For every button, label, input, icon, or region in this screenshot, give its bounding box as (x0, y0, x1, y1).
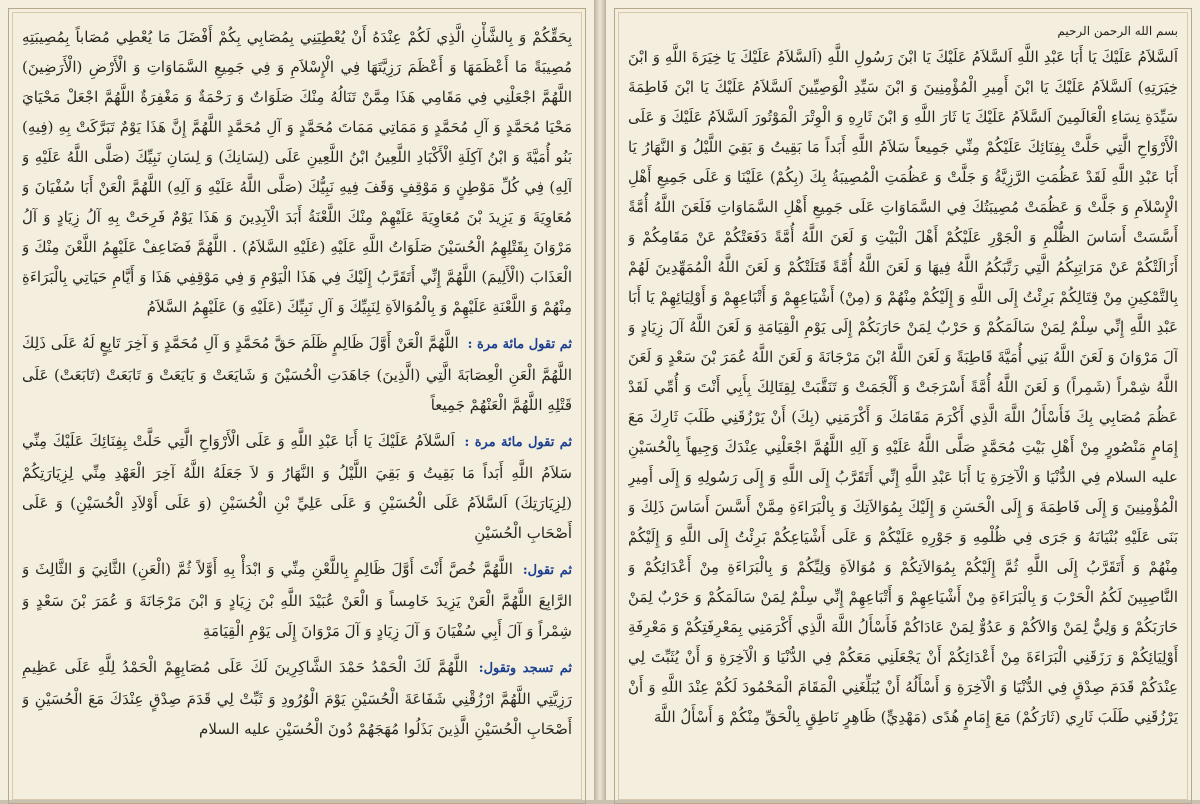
left-paragraph-2 (22, 426, 572, 548)
left-page-text (22, 22, 572, 800)
instruction-cue-4: ثم تسجد وتقول: (478, 661, 572, 676)
right-page (606, 0, 1200, 800)
right-body-paragraph: اَلسَّلاَمُ عَلَيْكَ يَا أَبَا عَبْدِ اللَّهِ اَلسَّلاَمُ عَلَيْكَ يَا ابْنَ رَسُولِ اللَّهِ (اَلسَّلاَمُ عَلَيْكَ يَا خِيَرَةَ اللَّهِ وَ ابْنَ خِيَرَتِهِ) اَلسَّلاَمُ عَلَيْكَ يَا ابْنَ أَمِيرِ الْمُؤْمِنِينَ وَ ابْنَ سَيِّدِ الْوَصِيِّينَ اَلسَّلاَمُ عَلَيْكَ يَا ابْنَ فَاطِمَةَ سَيِّدَةِ نِسَاءِ الْعَالَمِينَ اَلسَّلاَمُ عَلَيْكَ يَا ثَارَ اللَّهِ وَ ابْنَ ثَارِهِ وَ الْوِتْرَ الْمَوْتُورَ اَلسَّلاَمُ عَلَيْكَ وَ عَلَى الْأَرْوَاحِ الَّتِي حَلَّتْ بِفِنَائِكَ عَلَيْكُمْ مِنِّي جَمِيعاً سَلاَمُ اللَّهِ أَبَداً مَا بَقِيتُ وَ بَقِيَ اللَّيْلُ وَ النَّهَارُ يَا أَبَا عَبْدِ اللَّهِ لَقَدْ عَظُمَتِ الرَّزِيَّةُ وَ جَلَّتْ وَ عَظُمَتِ الْمُصِيبَةُ بِكَ (بِكُمْ) عَلَيْنَا وَ عَلَى جَمِيعِ أَهْلِ الْإِسْلاَمِ وَ جَلَّتْ وَ عَظُمَتْ مُصِيبَتُكَ فِي السَّمَاوَاتِ عَلَى جَمِيعِ أَهْلِ السَّمَاوَاتِ فَلَعَنَ اللَّهُ أُمَّةً أَسَّسَتْ أَسَاسَ الظُّلْمِ وَ الْجَوْرِ عَلَيْكُمْ أَهْلَ الْبَيْتِ وَ لَعَنَ اللَّهُ أُمَّةً دَفَعَتْكُمْ عَنْ مَقَامِكُمْ وَ أَزَالَتْكُمْ عَنْ مَرَاتِبِكُمُ الَّتِي رَتَّبَكُمُ اللَّهُ فِيهَا وَ لَعَنَ اللَّهُ أُمَّةً قَتَلَتْكُمْ وَ لَعَنَ اللَّهُ الْمُمَهِّدِينَ لَهُمْ بِالتَّمْكِينِ مِنْ قِتَالِكُمْ بَرِئْتُ إِلَى اللَّهِ وَ إِلَيْكُمْ مِنْهُمْ وَ (مِنْ) أَشْيَاعِهِمْ وَ أَتْبَاعِهِمْ وَ أَوْلِيَائِهِمْ يَا أَبَا عَبْدِ اللَّهِ إِنِّي سِلْمٌ لِمَنْ سَالَمَكُمْ وَ حَرْبٌ لِمَنْ حَارَبَكُمْ إِلَى يَوْمِ الْقِيَامَةِ وَ لَعَنَ اللَّهُ آلَ زِيَادٍ وَ آلَ مَرْوَانَ وَ لَعَنَ اللَّهُ بَنِي أُمَيَّةَ قَاطِبَةً وَ لَعَنَ اللَّهُ ابْنَ مَرْجَانَةَ وَ لَعَنَ اللَّهُ عُمَرَ بْنَ سَعْدٍ وَ لَعَنَ اللَّهُ شِمْراً (شَمِراً) وَ لَعَنَ اللَّهُ أُمَّةً أَسْرَجَتْ وَ أَلْجَمَتْ وَ تَنَقَّبَتْ لِقِتَالِكَ بِأَبِي أَنْتَ وَ أُمِّي لَقَدْ عَظُمَ مُصَابِي بِكَ فَأَسْأَلُ اللَّهَ الَّذِي أَكْرَمَ مَقَامَكَ وَ أَكْرَمَنِي (بِكَ) أَنْ يَرْزُقَنِي طَلَبَ ثَارِكَ مَعَ إِمَامٍ مَنْصُورٍ مِنْ أَهْلِ بَيْتِ مُحَمَّدٍ صَلَّى اللَّهُ عَلَيْهِ وَ آلِهِ اللَّهُمَّ اجْعَلْنِي عِنْدَكَ وَجِيهاً بِالْحُسَيْنِ عليه السلام فِي الدُّنْيَا وَ الْآخِرَةِ يَا أَبَا عَبْدِ اللَّهِ إِنِّي أَتَقَرَّبُ إِلَى اللَّهِ وَ إِلَى رَسُولِهِ وَ إِلَى أَمِيرِ الْمُؤْمِنِينَ وَ إِلَى فَاطِمَةَ وَ إِلَى الْحَسَنِ وَ إِلَيْكَ بِمُوَالاَتِكَ وَ بِالْبَرَاءَةِ مِمَّنْ أَسَّسَ أَسَاسَ ذَلِكَ وَ بَنَى عَلَيْهِ بُنْيَانَهُ وَ جَرَى فِي ظُلْمِهِ وَ جَوْرِهِ عَلَيْكُمْ وَ عَلَى أَشْيَاعِكُمْ بَرِئْتُ إِلَى اللَّهِ وَ إِلَيْكُمْ مِنْهُمْ وَ أَتَقَرَّبُ إِلَى اللَّهِ ثُمَّ إِلَيْكُمْ بِمُوَالاَتِكُمْ وَ مُوَالاَةِ وَلِيِّكُمْ وَ بِالْبَرَاءَةِ مِنْ أَعْدَائِكُمْ وَ النَّاصِبِينَ لَكُمُ الْحَرْبَ وَ بِالْبَرَاءَةِ مِنْ أَشْيَاعِهِمْ وَ أَتْبَاعِهِمْ إِنِّي سِلْمٌ لِمَنْ سَالَمَكُمْ وَ حَرْبٌ لِمَنْ حَارَبَكُمْ وَ وَلِيٌّ لِمَنْ وَالاَكُمْ وَ عَدُوٌّ لِمَنْ عَادَاكُمْ فَأَسْأَلُ اللَّهَ الَّذِي أَكْرَمَنِي بِمَعْرِفَتِكُمْ وَ مَعْرِفَةِ أَوْلِيَائِكُمْ وَ رَزَقَنِي الْبَرَاءَةَ مِنْ أَعْدَائِكُمْ أَنْ يَجْعَلَنِي مَعَكُمْ فِي الدُّنْيَا وَ الْآخِرَةِ وَ أَنْ يُثَبِّتَ لِي عِنْدَكُمْ قَدَمَ صِدْقٍ فِي الدُّنْيَا وَ الْآخِرَةِ وَ أَسْأَلُهُ أَنْ يُبَلِّغَنِي الْمَقَامَ الْمَحْمُودَ لَكُمْ عِنْدَ اللَّهِ وَ أَنْ يَرْزُقَنِي طَلَبَ ثَارِي (ثَارَكُمْ) مَعَ إِمَامٍ هُدًى (مَهْدِيٍّ) ظَاهِرٍ نَاطِقٍ بِالْحَقِّ مِنْكُمْ وَ أَسْأَلُ اللَّهَ (628, 48, 1178, 726)
instruction-cue-3: ثم تقول: (522, 563, 572, 578)
instruction-cue-1: ثم تقول مائة مرة : (467, 337, 572, 352)
left-page (0, 0, 594, 800)
book-fold (594, 0, 606, 800)
left-intro-paragraph: بِحَقِّكُمْ وَ بِالشَّأْنِ الَّذِي لَكُمْ عِنْدَهُ أَنْ يُعْطِيَنِي بِمُصَابِي بِكُمْ أَفْضَلَ مَا يُعْطِي مُصَاباً بِمُصِيبَتِهِ مُصِيبَةً مَا أَعْظَمَهَا وَ أَعْظَمَ رَزِيَّتَهَا فِي الْإِسْلاَمِ وَ فِي جَمِيعِ السَّمَاوَاتِ وَ الْأَرْضِ (الْأَرَضِينَ) اللَّهُمَّ اجْعَلْنِي فِي مَقَامِي هَذَا مِمَّنْ تَنَالُهُ مِنْكَ صَلَوَاتٌ وَ رَحْمَةٌ وَ مَغْفِرَةٌ اللَّهُمَّ اجْعَلْ مَحْيَايَ مَحْيَا مُحَمَّدٍ وَ آلِ مُحَمَّدٍ وَ مَمَاتِي مَمَاتَ مُحَمَّدٍ وَ آلِ مُحَمَّدٍ اللَّهُمَّ إِنَّ هَذَا يَوْمٌ تَبَرَّكَتْ بِهِ (فِيهِ) بَنُو أُمَيَّةَ وَ ابْنُ آكِلَةِ الْأَكْبَادِ اللَّعِينُ ابْنُ اللَّعِينِ عَلَى (لِسَانِكَ) وَ لِسَانِ نَبِيِّكَ (صَلَّى اللَّهُ عَلَيْهِ وَ آلِهِ) فِي كُلِّ مَوْطِنٍ وَ مَوْقِفٍ وَقَفَ فِيهِ نَبِيُّكَ (صَلَّى اللَّهُ عَلَيْهِ وَ آلِهِ) اللَّهُمَّ الْعَنْ أَبَا سُفْيَانَ وَ مُعَاوِيَةَ وَ يَزِيدَ بْنَ مُعَاوِيَةَ عَلَيْهِمْ مِنْكَ اللَّعْنَةُ أَبَدَ الْآبِدِينَ وَ هَذَا يَوْمٌ فَرِحَتْ بِهِ آلُ زِيَادٍ وَ آلُ مَرْوَانَ بِقَتْلِهِمُ الْحُسَيْنَ صَلَوَاتُ اللَّهِ عَلَيْهِ (عَلَيْهِ السَّلاَمُ) . اللَّهُمَّ فَضَاعِفْ عَلَيْهِمُ اللَّعْنَ مِنْكَ وَ الْعَذَابَ (الْأَلِيمَ) اللَّهُمَّ إِنِّي أَتَقَرَّبُ إِلَيْكَ فِي هَذَا الْيَوْمِ وَ فِي مَوْقِفِي هَذَا وَ أَيَّامِ حَيَاتِي بِالْبَرَاءَةِ مِنْهُمْ وَ اللَّعْنَةِ عَلَيْهِمْ وَ بِالْمُوَالاَةِ لِنَبِيِّكَ وَ آلِ نَبِيِّكَ (عَلَيْهِ وَ) عَلَيْهِمُ السَّلاَمُ (22, 28, 572, 316)
basmala-heading: بسم الله الرحمن الرحيم (1057, 24, 1178, 38)
paragraph-2-text: اَلسَّلاَمُ عَلَيْكَ يَا أَبَا عَبْدِ اللَّهِ وَ عَلَى الْأَرْوَاحِ الَّتِي حَلَّتْ بِفِنَائِكَ عَلَيْكَ مِنِّي سَلاَمُ اللَّهِ أَبَداً مَا بَقِيتُ وَ بَقِيَ اللَّيْلُ وَ النَّهَارُ وَ لاَ جَعَلَهُ اللَّهُ آخِرَ الْعَهْدِ مِنِّي لِزِيَارَتِكُمْ (لِزِيَارَتِكَ) اَلسَّلاَمُ عَلَى الْحُسَيْنِ وَ عَلَى عَلِيِّ بْنِ الْحُسَيْنِ (وَ عَلَى أَوْلاَدِ الْحُسَيْنِ) وَ عَلَى أَصْحَابِ الْحُسَيْنِ (22, 432, 572, 542)
right-page-text (628, 22, 1178, 800)
paragraph-1-text: اللَّهُمَّ الْعَنْ أَوَّلَ ظَالِمٍ ظَلَمَ حَقَّ مُحَمَّدٍ وَ آلِ مُحَمَّدٍ وَ آخِرَ تَابِعٍ لَهُ عَلَى ذَلِكَ اللَّهُمَّ الْعَنِ الْعِصَابَةَ الَّتِي (الَّذِينَ) جَاهَدَتِ الْحُسَيْنَ وَ شَايَعَتْ وَ بَايَعَتْ وَ تَابَعَتْ (تَابَعَتْ) عَلَى قَتْلِهِ اللَّهُمَّ الْعَنْهُمْ جَمِيعاً (22, 334, 572, 414)
paragraph-3-text: اللَّهُمَّ خُصَّ أَنْتَ أَوَّلَ ظَالِمٍ بِاللَّعْنِ مِنِّي وَ ابْدَأْ بِهِ أَوَّلاً ثُمَّ (الْعَنِ) الثَّانِيَ وَ الثَّالِثَ وَ الرَّابِعَ اللَّهُمَّ الْعَنْ يَزِيدَ خَامِساً وَ الْعَنْ عُبَيْدَ اللَّهِ بْنَ زِيَادٍ وَ ابْنَ مَرْجَانَةَ وَ عُمَرَ بْنَ سَعْدٍ وَ شِمْراً وَ آلَ أَبِي سُفْيَانَ وَ آلَ زِيَادٍ وَ آلَ مَرْوَانَ إِلَى يَوْمِ الْقِيَامَةِ (22, 560, 572, 640)
left-paragraph-3 (22, 554, 572, 646)
paragraph-4-text: اللَّهُمَّ لَكَ الْحَمْدُ حَمْدَ الشَّاكِرِينَ لَكَ عَلَى مُصَابِهِمْ الْحَمْدُ لِلَّهِ عَلَى عَظِيمِ رَزِيَّتِي اللَّهُمَّ ارْزُقْنِي شَفَاعَةَ الْحُسَيْنِ يَوْمَ الْوُرُودِ وَ ثَبِّتْ لِي قَدَمَ صِدْقٍ عِنْدَكَ مَعَ الْحُسَيْنِ وَ أَصْحَابِ الْحُسَيْنِ الَّذِينَ بَذَلُوا مُهَجَهُمْ دُونَ الْحُسَيْنِ عليه السلام (22, 658, 572, 738)
instruction-cue-2: ثم تقول مائة مرة : (464, 435, 572, 450)
left-paragraph-4 (22, 652, 572, 744)
left-paragraph-1 (22, 328, 572, 420)
